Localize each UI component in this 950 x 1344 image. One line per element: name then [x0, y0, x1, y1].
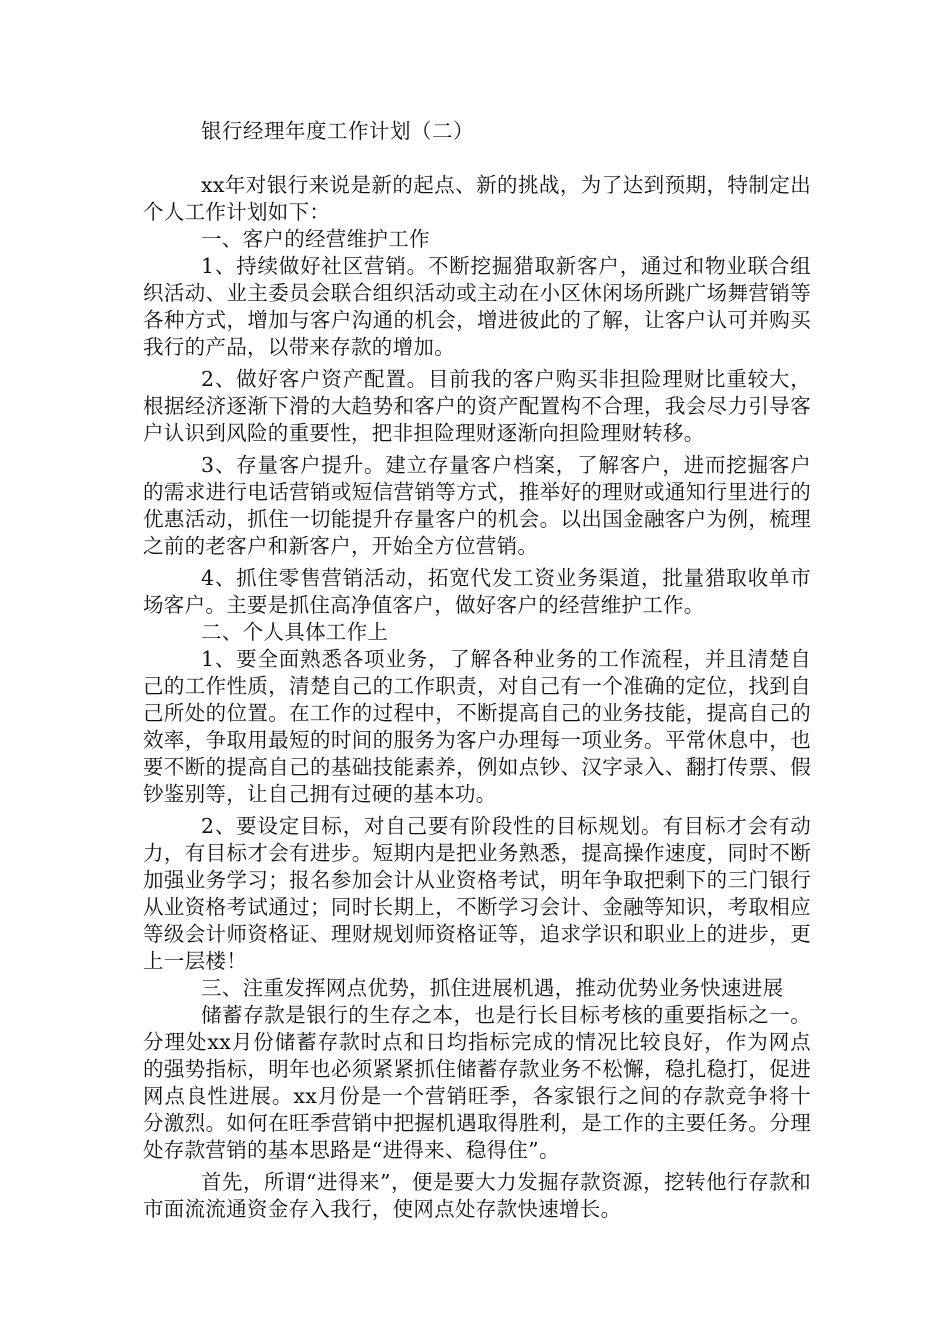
title-spacer — [143, 145, 811, 172]
section-1-item-2: 2、做好客户资产配置。目前我的客户购买非担险理财比重较大，根据经济逐渐下滑的大趋势和客户的资产配置构不合理，我会尽力引导客户认识到风险的重要性，把非担险理财逐渐向担险理财转移。 — [143, 367, 811, 445]
section-3-heading: 三、注重发挥网点优势，抓住进展机遇，推动优势业务快速进展 — [201, 976, 784, 1000]
document-title: 银行经理年度工作计划（二） — [201, 119, 474, 143]
section-1-heading: 一、客户的经营维护工作 — [201, 227, 430, 251]
section-1-item-4: 4、抓住零售营销活动，拓宽代发工资业务渠道，批量猎取收单市场客户。主要是抓住高净值客户，做好客户的经营维护工作。 — [143, 566, 811, 617]
section-2-item-1: 1、要全面熟悉各项业务，了解各种业务的工作流程，并且清楚自己的工作性质，清楚自己的工作职责，对自己有一个准确的定位，找到自己所处的位置。在工作的过程中，不断提高自己的业务技能，提高自己的效率，争取用最短的时间的服务为客户办理每一项业务。平常休息中，也要不断的提高自己的基础技能素养，例如点钞、汉字录入、翻打传票、假钞鉴别等，让自己拥有过硬的基本功。 — [143, 647, 811, 806]
section-3-item-1: 储蓄存款是银行的生存之本，也是行长目标考核的重要指标之一。分理处xx月份储蓄存款时点和日均指标完成的情况比较良好，作为网点的强势指标，明年也必须紧紧抓住储蓄存款业务不松懈，稳扎稳打，促进网点良性进展。xx月份是一个营销旺季，各家银行之间的存款竞争将十分激烈。如何在旺季营销中把握机遇取得胜利，是工作的主要任务。分理处存款营销的基本思路是“进得来、稳得住”。 — [143, 1003, 811, 1162]
section-2-item-2: 2、要设定目标，对自己要有阶段性的目标规划。有目标才会有动力，有目标才会有进步。短期内是把业务熟悉，提高操作速度，同时不断加强业务学习；报名参加会计从业资格考试，明年争取把剩下的三门银行从业资格考试通过；同时长期上，不断学习会计、金融等知识，考取相应等级会计师资格证、理财规划师资格证等，追求学识和职业上的进步，更上一层楼！ — [143, 814, 811, 973]
section-3-item-2: 首先，所谓“进得来”，便是要大力发掘存款资源，挖转他行存款和市面流流通资金存入我行，使网点处存款快速增长。 — [143, 1170, 811, 1221]
section-2-heading: 二、个人具体工作上 — [201, 620, 389, 644]
section-1-item-3: 3、存量客户提升。建立存量客户档案，了解客户，进而挖掘客户的需求进行电话营销或短信营销等方式，推举好的理财或通知行里进行的优惠活动，抓住一切能提升存量客户的机会。以出国金融客户为例，梳理之前的老客户和新客户，开始全方位营销。 — [143, 453, 811, 558]
intro-paragraph: xx年对银行来说是新的起点、新的挑战，为了达到预期，特制定出个人工作计划如下： — [143, 173, 811, 224]
section-1-item-1: 1、持续做好社区营销。不断挖掘猎取新客户，通过和物业联合组织活动、业主委员会联合组织活动或主动在小区休闲场所跳广场舞营销等各种方式，增加与客户沟通的机会，增进彼此的了解，让客户认可并购买我行的产品，以带来存款的增加。 — [143, 254, 811, 359]
document-body — [143, 118, 811, 1223]
